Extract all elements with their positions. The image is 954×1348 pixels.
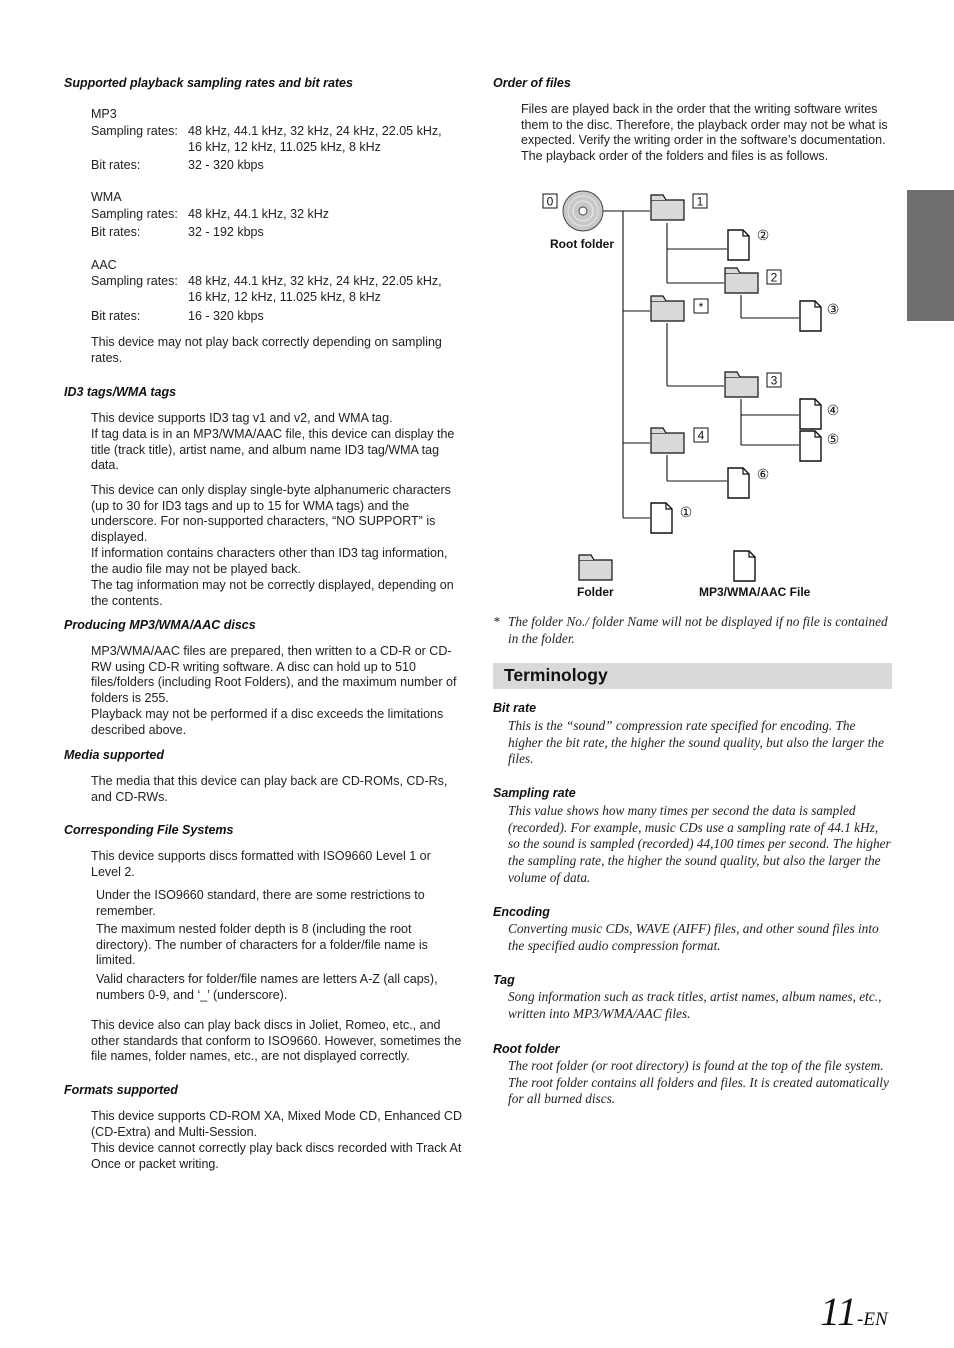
id3-support-text: This device supports ID3 tag v1 and v2, and WMA tag. xyxy=(91,411,393,425)
id3-display-text: If tag data is in an MP3/WMA/AAC file, this device can display the title (track title), artist name, and album name ID3 tag/WMA tag data. xyxy=(91,427,455,473)
file-number-1: ① xyxy=(679,504,693,520)
bit-rate-value: 32 - 320 kbps xyxy=(188,158,264,172)
aac-bit-rates xyxy=(91,309,471,325)
file-icon xyxy=(651,503,672,533)
definition-tag: Song information such as track titles, artist names, album names, etc., written into MP3/WMA/AAC files. xyxy=(508,989,882,1021)
sampling-value-line1: 48 kHz, 44.1 kHz, 32 kHz xyxy=(188,207,330,221)
section-side-tab xyxy=(907,190,954,321)
file-number-2: ② xyxy=(756,227,770,243)
folder-icon xyxy=(651,296,684,321)
folder-icon xyxy=(651,195,684,220)
file-icon xyxy=(800,301,821,331)
file-number-5: ⑤ xyxy=(826,431,840,447)
mp3-sampling-rates xyxy=(91,124,471,156)
legend-folder-label: Folder xyxy=(577,585,614,599)
folder-icon xyxy=(651,428,684,453)
tree-lines xyxy=(603,211,799,518)
filesystems-text: This device supports discs formatted with ISO9660 Level 1 or Level 2. xyxy=(91,849,431,879)
producing-limit-text: Playback may not be performed if a disc exceeds the limitations described above. xyxy=(91,707,444,737)
sampling-value-line2: 16 kHz, 12 kHz, 11.025 kHz, 8 kHz xyxy=(188,140,381,154)
sampling-value-line2: 16 kHz, 12 kHz, 11.025 kHz, 8 kHz xyxy=(188,290,381,304)
root-folder-label: Root folder xyxy=(550,237,614,251)
folder-number-0: 0 xyxy=(546,194,554,209)
section-heading-formats: Formats supported xyxy=(64,1083,178,1097)
format-name-wma: WMA xyxy=(91,190,122,204)
file-number-6: ⑥ xyxy=(756,466,770,482)
formats-text: This device supports CD-ROM XA, Mixed Mode CD, Enhanced CD (CD-Extra) and Multi-Session. xyxy=(91,1109,462,1139)
term-sampling-rate: Sampling rate xyxy=(493,786,576,800)
bit-rate-label: Bit rates: xyxy=(91,158,141,172)
legend-folder-icon xyxy=(579,555,612,580)
joliet-romeo-text: This device also can play back discs in Joliet, Romeo, etc., and other standards that conform to ISO9660. However, sometimes the file names, folder names, etc., are not displayed correctly. xyxy=(91,1018,462,1064)
folder-number-1: 1 xyxy=(696,194,704,209)
page-number-suffix: -EN xyxy=(857,1309,888,1330)
formats-limit-text: This device cannot correctly play back discs recorded with Track At Once or packet writing. xyxy=(91,1141,462,1171)
cd-disc-icon xyxy=(563,191,603,231)
order-text: Files are played back in the order that the writing software writes them to the disc. Therefore, the playback order may not be what is expected. Verify the writing order in the software’s documentation. The playback order of the folders and files is as follows. xyxy=(521,102,888,163)
sampling-value-line1: 48 kHz, 44.1 kHz, 32 kHz, 24 kHz, 22.05 kHz, xyxy=(188,124,442,138)
file-number-4: ④ xyxy=(826,402,840,418)
footnote-mark: * xyxy=(493,614,500,629)
aac-sampling-rates xyxy=(91,274,471,306)
definition-sampling-rate: This value shows how many times per second the data is sampled (recorded). For example, music CDs use a sampling rate of 44.1 kHz, so the sound is sampled (recorded) 44,100 times per second. The higher the sampling rate, the higher the sound quality, but also the larger the volume of data. xyxy=(508,803,891,885)
wma-sampling-rates xyxy=(91,207,471,223)
definition-bit-rate: This is the “sound” compression rate specified for encoding. The higher the bit rate, the higher the sound quality, but also the larger the files. xyxy=(508,718,884,767)
page-number-value: 11 xyxy=(820,1289,858,1334)
term-root-folder: Root folder xyxy=(493,1042,560,1056)
id3-characters-text: This device can only display single-byte alphanumeric characters (up to 30 for ID3 tags and up to 15 for WMA tags) and the underscore. For non-supported characters, “NO SUPPORT” is displayed. xyxy=(91,483,451,544)
section-heading-filesystems: Corresponding File Systems xyxy=(64,823,234,837)
folder-tree-diagram xyxy=(493,183,893,603)
iso-restrictions-text: Under the ISO9660 standard, there are some restrictions to remember. xyxy=(96,888,425,918)
sampling-label: Sampling rates: xyxy=(91,274,178,288)
folder-number-3: 3 xyxy=(770,373,778,388)
bit-rate-label: Bit rates: xyxy=(91,225,141,239)
definition-root-folder: The root folder (or root directory) is found at the top of the file system. The root folder contains all folders and files. It is created automatically for all burned discs. xyxy=(508,1058,889,1107)
file-number-3: ③ xyxy=(826,301,840,317)
section-heading-order: Order of files xyxy=(493,76,571,90)
bit-rate-value: 16 - 320 kbps xyxy=(188,309,264,323)
section-heading-sampling: Supported playback sampling rates and bit rates xyxy=(64,76,353,90)
legend-file-label: MP3/WMA/AAC File xyxy=(699,585,811,599)
folder-icon xyxy=(725,372,758,397)
format-name-mp3: MP3 xyxy=(91,107,117,121)
bit-rate-value: 32 - 192 kbps xyxy=(188,225,264,239)
folder-icon xyxy=(725,268,758,293)
terminology-heading-bar xyxy=(493,663,892,689)
folder-number-4: 4 xyxy=(697,428,705,443)
sampling-label: Sampling rates: xyxy=(91,207,178,221)
id3-display-warning-text: The tag information may not be correctly displayed, depending on the contents. xyxy=(91,578,454,608)
id3-other-info-text: If information contains characters other than ID3 tag information, the audio file may not be played back. xyxy=(91,546,448,576)
file-icon xyxy=(728,468,749,498)
definition-encoding: Converting music CDs, WAVE (AIFF) files, and other sound files into the specified audio compression format. xyxy=(508,921,879,953)
section-heading-id3: ID3 tags/WMA tags xyxy=(64,385,177,399)
page-number xyxy=(820,1288,888,1335)
iso-depth-text: The maximum nested folder depth is 8 (including the root directory). The number of characters for a folder/file name is limited. xyxy=(96,922,428,968)
section-heading-media: Media supported xyxy=(64,748,165,762)
sampling-note: This device may not play back correctly depending on sampling rates. xyxy=(91,335,442,365)
term-tag: Tag xyxy=(493,973,515,987)
legend-file-icon xyxy=(734,551,755,581)
folder-number-star: * xyxy=(698,300,704,314)
term-encoding: Encoding xyxy=(493,905,550,919)
bit-rate-label: Bit rates: xyxy=(91,309,141,323)
file-icon xyxy=(728,230,749,260)
wma-bit-rates xyxy=(91,225,471,241)
producing-text: MP3/WMA/AAC files are prepared, then written to a CD-R or CD-RW using CD-R writing software. A disc can hold up to 510 files/folders (including Root Folders), and the maximum number of folders is 255. xyxy=(91,644,457,705)
sampling-value-line1: 48 kHz, 44.1 kHz, 32 kHz, 24 kHz, 22.05 kHz, xyxy=(188,274,442,288)
section-heading-producing: Producing MP3/WMA/AAC discs xyxy=(64,618,256,632)
sampling-label: Sampling rates: xyxy=(91,124,178,138)
media-text: The media that this device can play back are CD-ROMs, CD-Rs, and CD-RWs. xyxy=(91,774,448,804)
folder-number-2: 2 xyxy=(770,270,778,285)
file-icon xyxy=(800,399,821,429)
footnote-text: The folder No./ folder Name will not be displayed if no file is contained in the folder. xyxy=(508,614,888,646)
file-icon xyxy=(800,431,821,461)
term-bit-rate: Bit rate xyxy=(493,701,537,715)
mp3-bit-rates xyxy=(91,158,471,174)
terminology-title: Terminology xyxy=(504,665,608,685)
format-name-aac: AAC xyxy=(91,258,117,272)
iso-valid-chars-text: Valid characters for folder/file names are letters A-Z (all caps), numbers 0-9, and ‘_’ (underscore). xyxy=(96,972,438,1002)
